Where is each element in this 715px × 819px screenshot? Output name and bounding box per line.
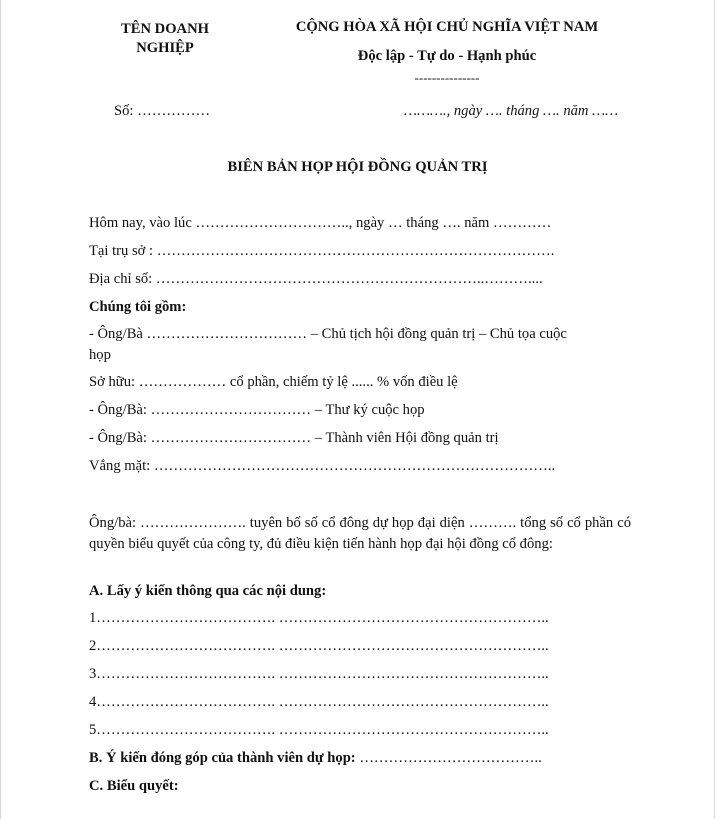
- page-edge-left: [0, 0, 1, 819]
- agenda-item-5: 5………………………………. ………………………………………………..: [89, 722, 549, 738]
- motto-divider: ---------------: [414, 70, 480, 85]
- members-heading: Chúng tôi gồm:: [89, 299, 187, 315]
- section-b-dots: ………………………………..: [355, 750, 542, 766]
- document-number: Số: ……………: [114, 103, 211, 119]
- document-title: BIÊN BẢN HỌP HỘI ĐỒNG QUẢN TRỊ: [227, 159, 488, 175]
- company-name-line2: NGHIỆP: [136, 40, 194, 56]
- company-name-line1: TÊN DOANH: [121, 21, 209, 37]
- section-a-heading: A. Lấy ý kiến thông qua các nội dung:: [89, 583, 327, 599]
- chair-line: - Ông/Bà …………………………… – Chủ tịch hội đồng quản trị – Chủ tọa cuộc: [89, 326, 567, 342]
- ownership-line: Sở hữu: ……………… cổ phần, chiếm tỷ lệ ...... % vốn điều lệ: [89, 374, 458, 390]
- section-b-line: [89, 750, 542, 767]
- quorum-announcement: Ông/bà: …………………. tuyên bố số cổ đông dự họp đại diện ………. tổng số cổ phần có quyền biểu quyết của công ty, đủ điều kiện tiến hành họp đại hội đồng cổ đông:: [89, 515, 631, 552]
- national-motto: Độc lập - Tự do - Hạnh phúc: [357, 48, 537, 64]
- office-line: Tại trụ sở : ……………………………………………………………………….: [89, 243, 555, 259]
- agenda-item-3: 3………………………………. ………………………………………………..: [89, 666, 549, 682]
- section-c-heading: C. Biểu quyết:: [89, 778, 179, 794]
- address-line: Địa chỉ số: …………………………………………………………..………....: [89, 271, 543, 287]
- section-b-heading: B. Ý kiến đóng góp của thành viên dự họp:: [89, 750, 356, 766]
- republic-heading: CỘNG HÒA XÃ HỘI CHỦ NGHĨA VIỆT NAM: [295, 19, 599, 35]
- agenda-item-2: 2………………………………. ………………………………………………..: [89, 638, 549, 654]
- board-member-line: - Ông/Bà: …………………………… – Thành viên Hội đồng quản trị: [89, 430, 499, 446]
- meeting-time-line: Hôm nay, vào lúc ………………………….., ngày … tháng …. năm …………: [89, 215, 552, 231]
- chair-line-continued: họp: [89, 347, 111, 363]
- agenda-item-4: 4………………………………. ………………………………………………..: [89, 694, 549, 710]
- company-name: [100, 20, 230, 58]
- agenda-item-1: 1………………………………. ………………………………………………..: [89, 610, 549, 626]
- secretary-line: - Ông/Bà: …………………………… – Thư ký cuộc họp: [89, 402, 425, 418]
- document-date: ………., ngày …. tháng …. năm ……: [404, 103, 619, 119]
- absent-line: Vắng mặt: ………………………………………………………………………..: [89, 458, 556, 474]
